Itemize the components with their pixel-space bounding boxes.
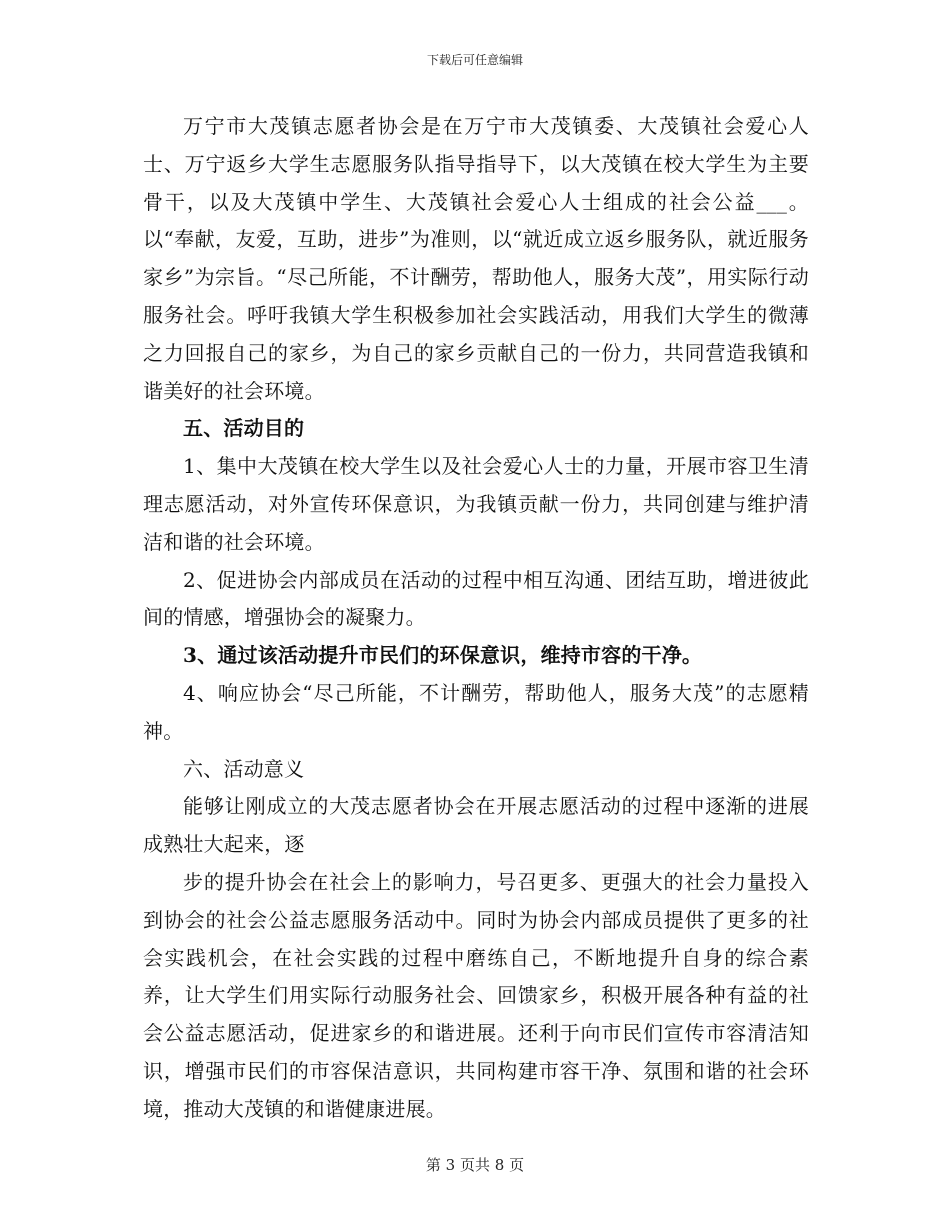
significance-paragraph-2: 步的提升协会在社会上的影响力，号召更多、更强大的社会力量投入到协会的社会公益志愿服务活动中。同时为协会内部成员提供了更多的社会实践机会，在社会实践的过程中磨练自己，不断地提升自身的综合素养，让大学生们用实际行动服务社会、回馈家乡，积极开展各种有益的社会公益志愿活动，促进家乡的和谐进展。还利于向市民们宣传市容清洁知识，增强市民们的市容保洁意识，共同构建市容干净、氛围和谐的社会环境，推动大茂镇的和谐健康进展。: [143, 869, 809, 1121]
purpose-item-4: 4、响应协会“尽己所能，不计酬劳，帮助他人，服务大茂”的志愿精神。: [143, 680, 809, 743]
section-heading-activity-significance: 六、活动意义: [183, 756, 305, 781]
purpose-item-1: 1、集中大茂镇在校大学生以及社会爱心人士的力量，开展市容卫生清理志愿活动，对外宣传环保意识，为我镇贡献一份力，共同创建与维护清洁和谐的社会环境。: [143, 454, 809, 554]
page-number: 第 3 页共 8 页: [425, 1156, 525, 1174]
document-body: [143, 108, 809, 1129]
page-header-note: 下载后可任意编辑: [426, 53, 523, 67]
purpose-item-3: 3、通过该活动提升市民们的环保意识，维持市容的干净。: [183, 643, 703, 668]
purpose-item-2: 2、促进协会内部成员在活动的过程中相互沟通、团结互助，增进彼此间的情感，增强协会的凝聚力。: [143, 567, 809, 630]
section-heading-activity-purpose: 五、活动目的: [183, 416, 305, 441]
intro-paragraph: 万宁市大茂镇志愿者协会是在万宁市大茂镇委、大茂镇社会爱心人士、万宁返乡大学生志愿服务队指导指导下，以大茂镇在校大学生为主要骨干，以及大茂镇中学生、大茂镇社会爱心人士组成的社会公益___。以“奉献，友爱，互助，进步”为准则，以“就近成立返乡服务队，就近服务家乡”为宗旨。“尽己所能，不计酬劳，帮助他人，服务大茂”，用实际行动服务社会。呼吁我镇大学生积极参加社会实践活动，用我们大学生的微薄之力回报自己的家乡，为自己的家乡贡献自己的一份力，共同营造我镇和谐美好的社会环境。: [143, 114, 809, 403]
significance-paragraph-1: 能够让刚成立的大茂志愿者协会在开展志愿活动的过程中逐渐的进展成熟壮大起来，逐: [143, 794, 809, 857]
